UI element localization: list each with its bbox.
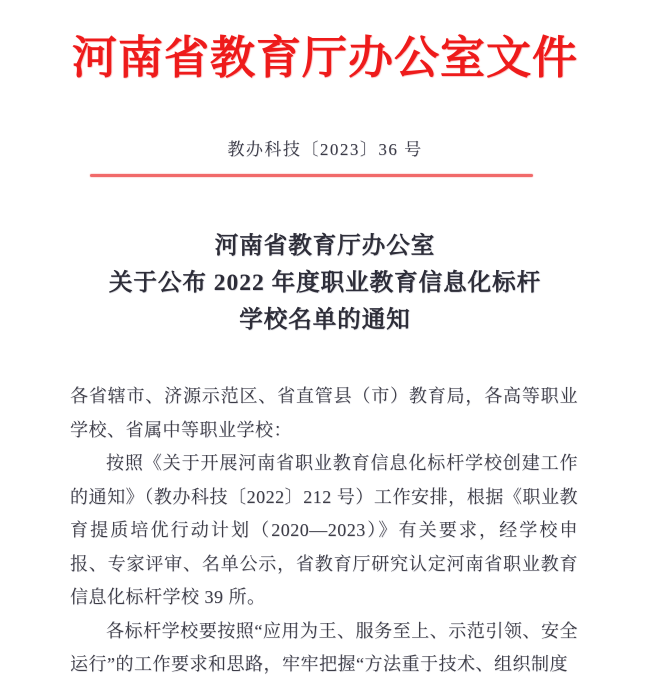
- document-title-line-1: 河南省教育厅办公室: [214, 233, 436, 259]
- document-title: [0, 228, 650, 339]
- body-paragraph-recognition: 按照《关于开展河南省职业教育信息化标杆学校创建工作的通知》（教办科技〔2022〕212 号）工作安排，根据《职业教育提质培优行动计划（2020—2023）》有关要求，经学校申报、专家评审、名单公示，省教育厅研究认定河南省职业教育信息化标杆学校 39 所。: [70, 453, 578, 607]
- document-body: [70, 380, 578, 682]
- red-header-title: 河南省教育厅办公室文件: [71, 33, 578, 83]
- document-number: 教办科技〔2023〕36 号: [227, 140, 423, 159]
- red-divider-rule: [90, 174, 533, 177]
- document-title-line-3: 学校名单的通知: [239, 307, 411, 333]
- salutation-paragraph: 各省辖市、济源示范区、省直管县（市）教育局，各高等职业学校、省属中等职业学校：: [70, 386, 578, 440]
- body-paragraph-requirements: 各标杆学校要按照“应用为王、服务至上、示范引领、安全运行”的工作要求和思路，牢牢把握“方法重于技术、组织制度: [70, 620, 578, 674]
- document-title-line-2: 关于公布 2022 年度职业教育信息化标杆: [108, 270, 542, 296]
